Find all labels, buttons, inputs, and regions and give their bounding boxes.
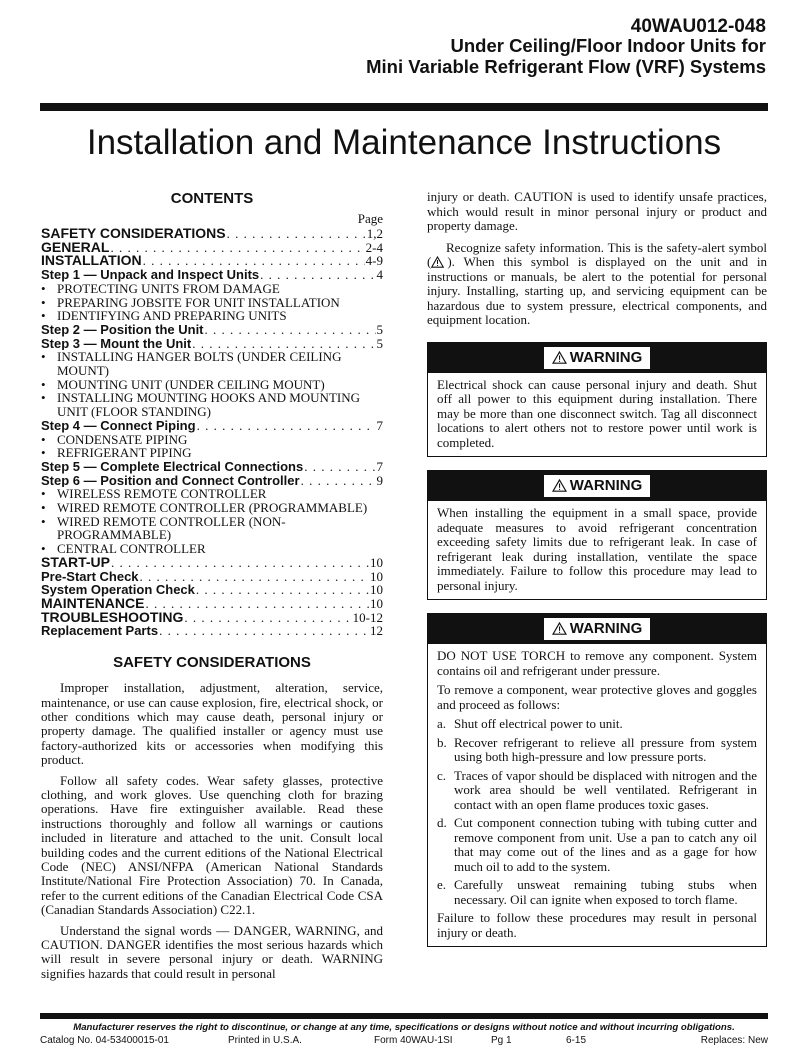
toc-subentry-text: INSTALLING HANGER BOLTS (UNDER CEILING MOUNT) (57, 349, 342, 379)
toc-leader-dots (143, 254, 365, 268)
toc-subentry-text: MOUNTING UNIT (UNDER CEILING MOUNT) (57, 376, 325, 392)
recognize-text-a: Recognize safety information. This is the safety-alert symbol ( (427, 239, 767, 269)
toc-subentry-text: WIRELESS REMOTE CONTROLLER (57, 486, 267, 502)
document-subtitle-line-1: Under Ceiling/Floor Indoor Units for (450, 35, 766, 56)
toc-leader-dots (145, 597, 369, 611)
toc-entry-page: 7 (376, 418, 383, 433)
toc-entry (41, 583, 383, 597)
warning-box-torch (427, 613, 767, 947)
table-of-contents (41, 227, 383, 638)
procedure-step (437, 816, 757, 874)
procedure-step-text: Carefully unsweat remaining tubing stubs when necessary. Oil can ignite when exposed to torch flame. (454, 877, 757, 907)
toc-entry-page: 10-12 (352, 610, 383, 625)
torch-procedure-list (437, 717, 757, 907)
warning-box-refrigerant-leak (427, 470, 767, 600)
toc-leader-dots (260, 268, 375, 282)
toc-leader-dots (159, 624, 369, 638)
toc-leader-dots (110, 241, 364, 255)
toc-subentry-text: WIRED REMOTE CONTROLLER (PROGRAMMABLE) (57, 500, 368, 516)
bullet-icon: • (41, 280, 46, 296)
toc-leader-dots (301, 474, 376, 488)
toc-entry-title: GENERAL (41, 240, 110, 255)
page-number: Pg 1 (491, 1035, 512, 1046)
warning-triangle-icon (552, 622, 567, 635)
toc-entry (41, 268, 383, 282)
torch-warning-text: DO NOT USE TORCH to remove any component. System contains oil and refrigerant under pressure. (437, 648, 757, 678)
toc-entry-title: SAFETY CONSIDERATIONS (41, 227, 226, 241)
procedure-step (437, 878, 757, 907)
contents-page-label: Page (357, 211, 383, 226)
toc-leader-dots (196, 583, 369, 597)
recognize-text-b: ). When this symbol is displayed on the unit and in instructions or manuals, be alert to the potential for personal injury. Installing, starting up, and servicing equipment can be hazardous due to system pressure, electrical components, and equipment location. (427, 254, 767, 327)
toc-entry-title: System Operation Check (41, 583, 195, 597)
warning-header (428, 343, 766, 373)
toc-subentry (41, 296, 383, 310)
procedure-step (437, 769, 757, 813)
toc-leader-dots (192, 337, 375, 351)
toc-subentry (41, 282, 383, 296)
warning-header (428, 471, 766, 501)
toc-subentry-text: WIRED REMOTE CONTROLLER (NON-PROGRAMMABLE) (57, 513, 286, 543)
toc-subentry (41, 433, 383, 447)
left-column (41, 190, 383, 987)
bullet-icon: • (41, 294, 46, 310)
toc-subentry (41, 350, 383, 377)
bullet-icon: • (41, 513, 46, 529)
toc-entry-title: Step 3 — Mount the Unit (41, 336, 192, 351)
toc-entry-page: 10 (370, 583, 383, 597)
procedure-step-letter: e. (437, 877, 447, 892)
toc-entry-page: 4 (376, 268, 383, 282)
toc-entry-title: START-UP (41, 555, 110, 570)
model-number: 40WAU012-048 (630, 16, 766, 37)
toc-subentry (41, 446, 383, 460)
toc-subentry-text: PROTECTING UNITS FROM DAMAGE (57, 280, 280, 296)
procedure-step-text: Traces of vapor should be displaced with nitrogen and the work area should be well ventilated. Refrigerant in contact with an open flame produces toxic gases. (454, 767, 757, 812)
procedure-step-letter: d. (437, 815, 447, 830)
toc-entry-page: 4-9 (365, 254, 383, 269)
bullet-icon: • (41, 500, 46, 516)
toc-entry-page: 7 (376, 459, 383, 474)
toc-subentry (41, 542, 383, 556)
toc-entry-title: TROUBLESHOOTING (41, 610, 184, 625)
warning-label: WARNING (569, 477, 643, 494)
toc-entry (41, 337, 383, 351)
revision-date: 6-15 (566, 1035, 587, 1046)
toc-subentry (41, 515, 383, 542)
toc-subentry (41, 378, 383, 392)
bullet-icon: • (41, 390, 46, 406)
replaces-note: Replaces: New (700, 1035, 768, 1046)
safety-paragraph-3: Understand the signal words — DANGER, WARNING, and CAUTION. DANGER identifies the most serious hazards which will result in severe personal injury or death. WARNING signifies hazards that could result in personal (41, 922, 383, 981)
toc-subentry-text: PREPARING JOBSITE FOR UNIT INSTALLATION (57, 294, 340, 310)
toc-entry-title: Pre-Start Check (41, 569, 139, 584)
torch-procedure-intro: To remove a component, wear protective gloves and goggles and proceed as follows: (437, 682, 757, 712)
procedure-step-text: Shut off electrical power to unit. (454, 716, 623, 731)
toc-entry-page: 9 (376, 473, 383, 488)
torch-failure-note: Failure to follow these procedures may result in personal injury or death. (437, 910, 757, 940)
warning-triangle-icon (552, 479, 567, 492)
toc-subentry-text: INSTALLING MOUNTING HOOKS AND MOUNTING UNIT (FLOOR STANDING) (57, 390, 360, 420)
toc-entry (41, 556, 383, 570)
toc-entry-page: 10 (370, 569, 383, 584)
toc-entry (41, 570, 383, 584)
warning-box-electrical (427, 342, 767, 458)
toc-subentry (41, 391, 383, 418)
toc-entry-title: Step 4 — Connect Piping (41, 418, 196, 433)
toc-leader-dots (205, 323, 376, 337)
toc-entry-page: 10 (370, 555, 383, 570)
toc-entry (41, 474, 383, 488)
bullet-icon: • (41, 349, 46, 365)
form-number: Form 40WAU-1SI (374, 1035, 453, 1046)
safety-paragraph-1: Improper installation, adjustment, alteration, service, maintenance, or use can cause explosion, fire, electrical shock, or other conditions which may cause death, personal injury or property damage. The qualified installer or agency must use factory-authorized kits or accessories when modifying this product. (41, 680, 383, 768)
toc-leader-dots (140, 570, 369, 584)
warning-label: WARNING (569, 620, 643, 637)
warning-text-refrigerant-leak: When installing the equipment in a small space, provide adequate measures to avoid refrigerant concentration exceeding safety limits due to refrigerant leak. In case of refrigerant leak during installation, ventilate the space immediately. Failure to follow this procedure may lead to personal injury. (437, 505, 757, 593)
bullet-icon: • (41, 376, 46, 392)
toc-entry-title: Step 6 — Position and Connect Controller (41, 473, 300, 488)
warning-label: WARNING (569, 348, 643, 366)
bullet-icon: • (41, 431, 46, 447)
toc-entry (41, 227, 383, 241)
footer-disclaimer: Manufacturer reserves the right to discontinue, or change at any time, specifications or designs without notice and without incurring obligations. (73, 1022, 735, 1033)
toc-subentry (41, 309, 383, 323)
toc-subentry-text: REFRIGERANT PIPING (57, 445, 192, 461)
contents-heading: CONTENTS (170, 190, 254, 207)
toc-entry-page: 2-4 (365, 240, 383, 255)
safety-heading: SAFETY CONSIDERATIONS (113, 654, 311, 672)
catalog-number: Catalog No. 04-53400015-01 (40, 1035, 169, 1046)
toc-leader-dots (184, 611, 351, 625)
procedure-step-text: Recover refrigerant to relieve all pressure from system using both high-pressure and low pressure ports. (454, 734, 757, 764)
warning-text-electrical: Electrical shock can cause personal injury and death. Shut off all power to this equipment during installation. There may be more than one disconnect switch. Tag all disconnect locations to alert others not to restore power until work is completed. (437, 376, 757, 450)
toc-entry-page: 10 (370, 596, 383, 611)
toc-entry (41, 323, 383, 337)
right-column (427, 190, 767, 947)
toc-subentry (41, 487, 383, 501)
toc-entry-title: INSTALLATION (41, 254, 142, 269)
procedure-step (437, 736, 757, 765)
caution-continued: injury or death. CAUTION is used to identify unsafe practices, which would result in minor personal injury or product and property damage. (427, 189, 767, 233)
toc-entry (41, 597, 383, 611)
toc-entry-title: Step 1 — Unpack and Inspect Units (41, 268, 260, 282)
toc-entry-title: Step 2 — Position the Unit (41, 322, 204, 337)
toc-entry-page: 5 (376, 336, 383, 351)
procedure-step-letter: b. (437, 734, 447, 750)
bullet-icon: • (41, 541, 46, 557)
safety-alert-icon (431, 256, 444, 268)
toc-entry-page: 12 (370, 624, 383, 639)
toc-entry (41, 624, 383, 638)
toc-subentry (41, 501, 383, 515)
procedure-step (437, 717, 757, 732)
header-rule (40, 103, 768, 111)
toc-entry-title: Replacement Parts (41, 624, 159, 639)
bullet-icon: • (41, 486, 46, 502)
warning-triangle-icon (552, 351, 567, 364)
safety-paragraph-2: Follow all safety codes. Wear safety glasses, protective clothing, and work gloves. Use quenching cloth for brazing operations. Have fire extinguisher available. Read these instructions thoroughly and follow all warnings or cautions included in literature and attached to the unit. Consult local building codes and the current editions of the National Electrical Code (NEC) ANSI/NFPA (American National Standards Institute/National Fire Protection Association) 70. In Canada, refer to the current editions of the Canadian Electrical Code CSA (Canadian Standards Association) C22.1. (41, 772, 383, 918)
procedure-step-letter: a. (437, 716, 447, 731)
footer-rule (40, 1013, 768, 1019)
toc-entry-page: 5 (376, 322, 383, 337)
procedure-step-letter: c. (437, 767, 447, 783)
page-title: Installation and Maintenance Instructions (86, 123, 722, 162)
toc-entry-title: MAINTENANCE (41, 596, 145, 611)
procedure-step-text: Cut component connection tubing with tubing cutter and remove component from unit. Use a pan to catch any oil that may come out of the lines and as a gage for how much oil to add to the system. (454, 815, 757, 874)
recognize-paragraph (427, 241, 767, 328)
document-subtitle-line-2: Mini Variable Refrigerant Flow (VRF) Systems (366, 56, 766, 77)
toc-subentry-text: IDENTIFYING AND PREPARING UNITS (57, 308, 287, 324)
bullet-icon: • (41, 445, 46, 461)
toc-subentry-text: CONDENSATE PIPING (57, 431, 188, 447)
toc-entry-title: Step 5 — Complete Electrical Connections (41, 459, 304, 474)
warning-body-torch (428, 644, 766, 946)
toc-entry (41, 254, 383, 268)
toc-leader-dots (304, 460, 375, 474)
bullet-icon: • (41, 308, 46, 324)
toc-leader-dots (227, 227, 366, 241)
toc-entry-page: 1,2 (366, 227, 383, 241)
toc-leader-dots (197, 419, 376, 433)
toc-entry (41, 419, 383, 433)
toc-leader-dots (111, 556, 369, 570)
toc-entry (41, 611, 383, 625)
warning-header (428, 614, 766, 644)
toc-subentry-text: CENTRAL CONTROLLER (57, 541, 206, 557)
toc-entry (41, 241, 383, 255)
toc-entry (41, 460, 383, 474)
printed-in: Printed in U.S.A. (228, 1035, 302, 1046)
